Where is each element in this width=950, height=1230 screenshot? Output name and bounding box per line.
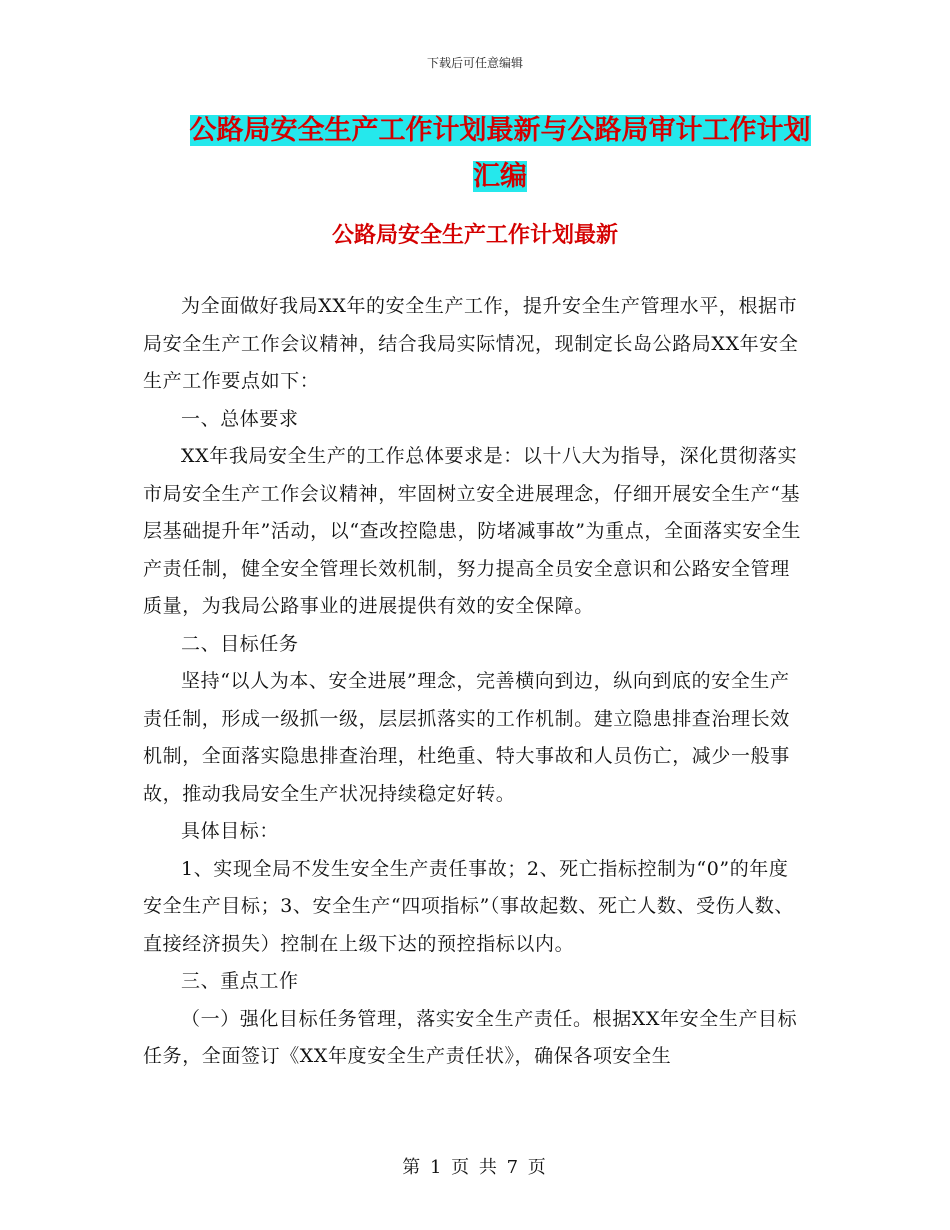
- document-body: [143, 288, 808, 1076]
- paragraph: 坚持“以人为本、安全进展”理念，完善横向到边，纵向到底的安全生产责任制，形成一级抓一级，层层抓落实的工作机制。建立隐患排查治理长效机制，全面落实隐患排查治理，杜绝重、特大事故和人员伤亡，减少一般事故，推动我局安全生产状况持续稳定好转。: [143, 670, 790, 805]
- paragraph: XX年我局安全生产的工作总体要求是：以十八大为指导，深化贯彻落实市局安全生产工作会议精神，牢固树立安全进展理念，仔细开展安全生产“基层基础提升年”活动，以“查改控隐患，防堵减事故”为重点，全面落实安全生产责任制，健全安全管理长效机制，努力提高全员安全意识和公路安全管理质量，为我局公路事业的进展提供有效的安全保障。: [143, 445, 802, 617]
- paragraph: 为全面做好我局XX年的安全生产工作，提升安全生产管理水平，根据市局安全生产工作会议精神，结合我局实际情况，现制定长岛公路局XX年安全生产工作要点如下：: [143, 295, 799, 392]
- specific-targets-label: 具体目标：: [181, 820, 280, 842]
- header-note: 下载后可任意编辑: [426, 56, 523, 70]
- heading-overall-requirements: 一、总体要求: [181, 407, 299, 430]
- paragraph: （一）强化目标任务管理，落实安全生产责任。根据XX年安全生产目标任务，全面签订《XX年度安全生产责任状》，确保各项安全生: [143, 1007, 798, 1067]
- document-title: [180, 108, 820, 200]
- heading-targets: 二、目标任务: [181, 632, 299, 655]
- page-footer: 第 1 页 共 7 页: [402, 1157, 548, 1178]
- document-title-text: 公路局安全生产工作计划最新与公路局审计工作计划汇编: [189, 115, 811, 192]
- heading-key-work: 三、重点工作: [181, 970, 299, 992]
- paragraph: 1、实现全局不发生安全生产责任事故；2、死亡指标控制为“0”的年度安全生产目标；3、安全生产“四项指标”（事故起数、死亡人数、受伤人数、直接经济损失）控制在上级下达的预控指标以内。: [143, 857, 795, 955]
- section-title: 公路局安全生产工作计划最新: [331, 223, 618, 248]
